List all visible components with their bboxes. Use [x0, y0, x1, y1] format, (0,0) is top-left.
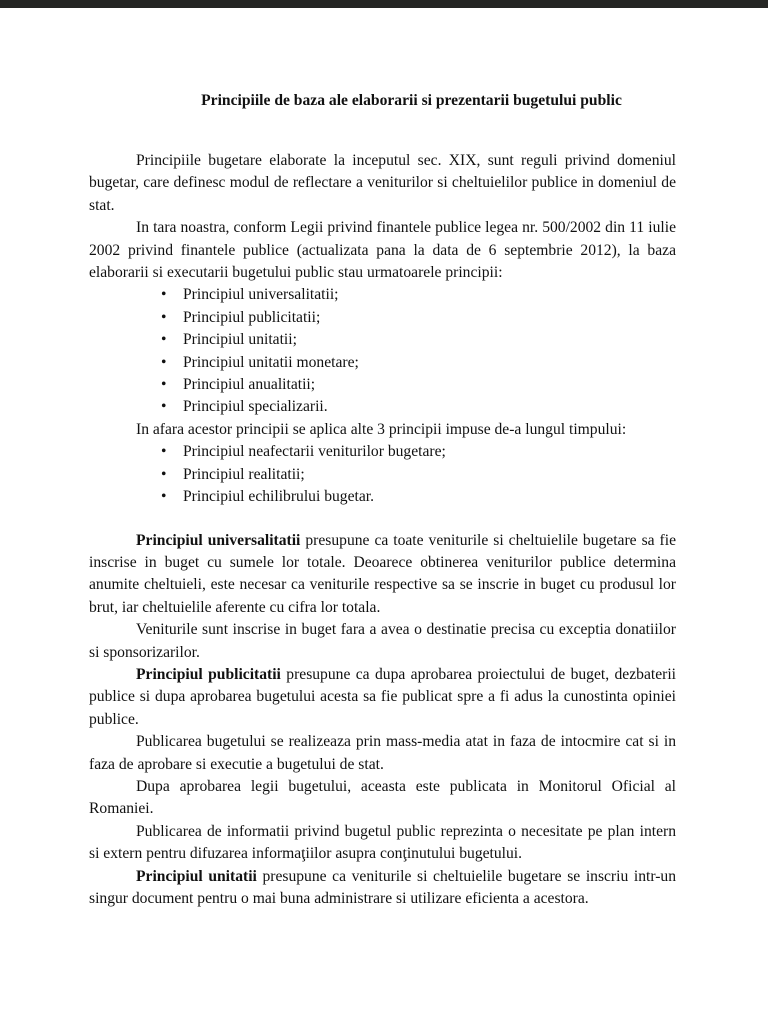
- list-item: • Principiul publicitatii;: [159, 307, 676, 329]
- universality-paragraph-2: Veniturile sunt inscrise in buget fara a avea o destinatie precisa cu exceptia donatiilor si sponsorizarilor.: [89, 621, 676, 661]
- universality-term: Principiul universalitatii: [136, 531, 301, 549]
- principles-list: [89, 284, 676, 418]
- list-item: • Principiul unitatii monetare;: [159, 352, 676, 374]
- publicity-term: Principiul publicitatii: [136, 665, 281, 683]
- bullet-icon: •: [161, 331, 167, 349]
- intro-paragraph-2: In tara noastra, conform Legii privind finantele publice legea nr. 500/2002 din 11 iulie 2002 privind finantele publice (actualizata pana la data de 6 septembrie 2012), la baza elaborarii si executarii bugetului public stau urmatoarele principii:: [89, 219, 676, 282]
- list-item: • Principiul echilibrului bugetar.: [159, 486, 676, 508]
- bullet-icon: •: [161, 465, 167, 483]
- intro-paragraph-1: Principiile bugetare elaborate la inceputul sec. XIX, sunt reguli privind domeniul bugetar, care definesc modul de reflectare a veniturilor si cheltuielilor publice in domeniul de stat.: [89, 152, 676, 214]
- document-title: Principiile de baza ale elaborarii si prezentarii bugetului public: [201, 92, 622, 109]
- list-item: • Principiul unitatii;: [159, 329, 676, 351]
- publicity-paragraph-2: Publicarea bugetului se realizeaza prin mass-media atat in faza de intocmire cat si in faza de aprobare si executie a bugetului de stat.: [89, 733, 676, 773]
- publicity-paragraph-3: Dupa aprobarea legii bugetului, aceasta este publicata in Monitorul Oficial al Romaniei.: [89, 777, 676, 818]
- publicity-paragraph: Principiul publicitatii presupune ca dupa aprobarea proiectului de buget, dezbaterii publice si dupa aprobarea bugetului acesta sa fie publicat spre a fi adus la cunostinta opiniei publice.: [89, 665, 676, 728]
- unity-paragraph: Principiul unitatii presupune ca veniturile si cheltuielile bugetare se inscriu intr-un singur document pentru o mai buna administrare si utilizare eficienta a acestora.: [89, 867, 677, 907]
- list-item: • Principiul anualitatii;: [159, 374, 676, 396]
- list-item: • Principiul neafectarii veniturilor bugetare;: [159, 441, 676, 463]
- list-item: • Principiul realitatii;: [159, 464, 676, 486]
- spacer: [89, 112, 676, 150]
- bullet-icon: •: [161, 308, 167, 326]
- publicity-paragraph-4: Publicarea de informatii privind bugetul public reprezinta o necesitate pe plan intern si extern pentru difuzarea informaţiilor asupra conţinutului bugetului.: [89, 822, 676, 863]
- additional-principles-list: [89, 441, 676, 508]
- spacer: [89, 509, 676, 530]
- bullet-icon: •: [161, 488, 167, 506]
- bullet-icon: •: [161, 443, 167, 461]
- unity-term: Principiul unitatii: [136, 867, 257, 885]
- top-band: [0, 0, 768, 8]
- universality-paragraph: Principiul universalitatii presupune ca toate veniturile si cheltuielile bugetare sa fie inscrise in buget cu sumele lor totale. Deoarece obtinerea veniturilor publice determina anumite cheltuieli, este necesar ca veniturile respective sa se inscrie in buget cu produsul lor brut, iar cheltuielile aferente cu cifra lor totala.: [89, 531, 676, 616]
- bullet-icon: •: [161, 353, 167, 371]
- intro-paragraph-3: In afara acestor principii se aplica alte 3 principii impuse de-a lungul timpului:: [136, 420, 627, 438]
- list-item: • Principiul universalitatii;: [159, 284, 676, 306]
- bullet-icon: •: [161, 398, 167, 416]
- bullet-icon: •: [161, 286, 167, 304]
- list-item: • Principiul specializarii.: [159, 396, 676, 418]
- bullet-icon: •: [161, 376, 167, 394]
- document-page: [89, 90, 676, 910]
